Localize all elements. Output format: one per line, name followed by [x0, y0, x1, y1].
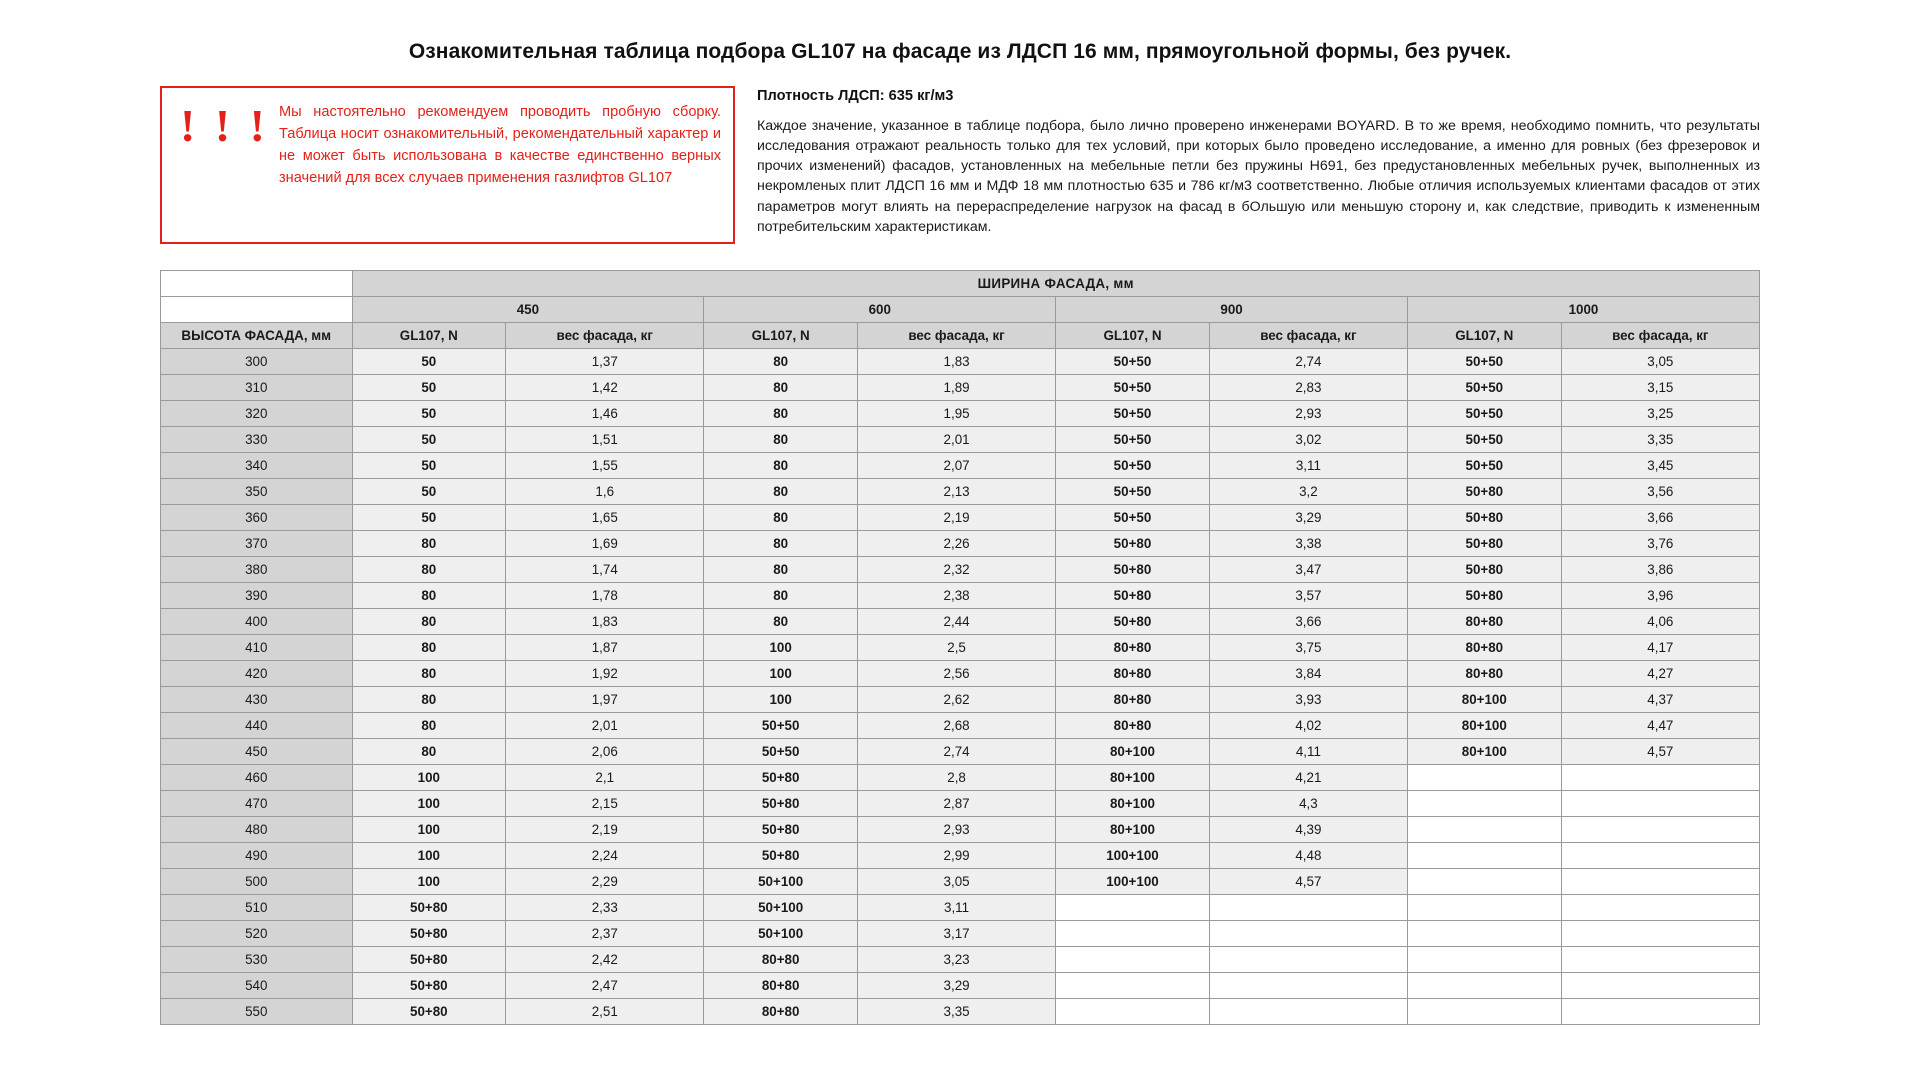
gaslift-force-cell: 100+100	[1056, 869, 1210, 895]
facade-weight-cell: 4,06	[1561, 609, 1759, 635]
corner-cell-2	[161, 297, 353, 323]
gaslift-force-cell: 50+50	[1056, 479, 1210, 505]
table-row	[161, 453, 1760, 479]
gaslift-force-cell: 100	[704, 661, 858, 687]
gaslift-force-cell: 80+80	[704, 947, 858, 973]
facade-weight-cell: 2,83	[1209, 375, 1407, 401]
facade-weight-cell: 2,19	[857, 505, 1055, 531]
gaslift-force-cell: 80+80	[704, 999, 858, 1025]
empty-cell	[1407, 791, 1561, 817]
row-height-label: 510	[161, 895, 353, 921]
gaslift-force-cell: 80	[704, 349, 858, 375]
gaslift-force-cell: 80+80	[704, 973, 858, 999]
gaslift-force-cell: 100	[352, 817, 506, 843]
facade-weight-cell: 2,8	[857, 765, 1055, 791]
table-row	[161, 635, 1760, 661]
table-row	[161, 895, 1760, 921]
table-head	[161, 271, 1760, 349]
gaslift-force-cell: 50+50	[1056, 453, 1210, 479]
table-row	[161, 765, 1760, 791]
gaslift-force-cell: 50+80	[1407, 583, 1561, 609]
gaslift-force-cell: 50+50	[704, 713, 858, 739]
gaslift-force-cell: 80+100	[1056, 765, 1210, 791]
note-text: Каждое значение, указанное в таблице подбора, было лично проверено инженерами BOYARD. В то же время, необходимо помнить, что результаты исследования отражают реальность только для тех условий, при которых было проведено исследование, а именно для ровных (без фрезеровок и прочих изменений) фасадов, установленных на мебельные петли без пружины H691, без предустановленных мебельных ручек, выполненных из некромленых плит ЛДСП 16 мм и МДФ 18 мм плотностью 635 и 786 кг/м3 соответственно. Любые отличия используемых клиентами фасадов от этих параметров могут влиять на перераспределение нагрузок на фасад в бОльшую или меньшую сторону и, как следствие, приводить к измененным потребительским характеристикам.	[757, 118, 1760, 235]
facade-weight-cell: 1,37	[506, 349, 704, 375]
gaslift-force-cell: 80+100	[1407, 739, 1561, 765]
facade-weight-cell: 2,06	[506, 739, 704, 765]
facade-weight-cell: 3,11	[857, 895, 1055, 921]
gaslift-force-cell: 50+80	[352, 895, 506, 921]
sub-header-force-450: GL107, N	[352, 323, 506, 349]
row-height-label: 500	[161, 869, 353, 895]
gaslift-force-cell: 80	[352, 661, 506, 687]
empty-cell	[1561, 869, 1759, 895]
facade-weight-cell: 4,37	[1561, 687, 1759, 713]
gaslift-force-cell: 50+80	[704, 817, 858, 843]
gaslift-force-cell: 50+80	[352, 999, 506, 1025]
gaslift-force-cell: 80+100	[1407, 687, 1561, 713]
row-height-label: 550	[161, 999, 353, 1025]
empty-cell	[1407, 973, 1561, 999]
facade-weight-cell: 1,97	[506, 687, 704, 713]
row-height-label: 380	[161, 557, 353, 583]
corner-cell	[161, 271, 353, 297]
row-height-label: 330	[161, 427, 353, 453]
gaslift-force-cell: 50+50	[1056, 505, 1210, 531]
gaslift-force-cell: 50+80	[1056, 583, 1210, 609]
empty-cell	[1407, 999, 1561, 1025]
gaslift-force-cell: 80+100	[1407, 713, 1561, 739]
row-height-label: 470	[161, 791, 353, 817]
gaslift-force-cell: 100	[352, 869, 506, 895]
facade-weight-cell: 4,39	[1209, 817, 1407, 843]
facade-weight-cell: 1,92	[506, 661, 704, 687]
info-column	[757, 86, 1760, 237]
table-row	[161, 817, 1760, 843]
facade-weight-cell: 2,62	[857, 687, 1055, 713]
gaslift-force-cell: 50+80	[1407, 479, 1561, 505]
facade-weight-cell: 1,65	[506, 505, 704, 531]
facade-weight-cell: 1,83	[506, 609, 704, 635]
facade-weight-cell: 1,83	[857, 349, 1055, 375]
table-row	[161, 739, 1760, 765]
facade-weight-cell: 3,25	[1561, 401, 1759, 427]
empty-cell	[1209, 973, 1407, 999]
gaslift-force-cell: 50	[352, 453, 506, 479]
facade-weight-cell: 3,05	[857, 869, 1055, 895]
gaslift-force-cell: 50+50	[1056, 401, 1210, 427]
facade-weight-cell: 1,69	[506, 531, 704, 557]
gaslift-force-cell: 100	[352, 765, 506, 791]
empty-cell	[1561, 791, 1759, 817]
gaslift-force-cell: 50+50	[1056, 375, 1210, 401]
facade-weight-cell: 2,99	[857, 843, 1055, 869]
facade-weight-cell: 2,26	[857, 531, 1055, 557]
facade-weight-cell: 1,51	[506, 427, 704, 453]
facade-weight-cell: 2,15	[506, 791, 704, 817]
facade-weight-cell: 3,29	[1209, 505, 1407, 531]
facade-weight-cell: 3,47	[1209, 557, 1407, 583]
facade-weight-cell: 3,66	[1561, 505, 1759, 531]
width-group-450: 450	[352, 297, 704, 323]
facade-weight-cell: 1,74	[506, 557, 704, 583]
facade-weight-cell: 1,42	[506, 375, 704, 401]
facade-weight-cell: 1,87	[506, 635, 704, 661]
facade-weight-cell: 1,89	[857, 375, 1055, 401]
facade-weight-cell: 3,45	[1561, 453, 1759, 479]
empty-cell	[1209, 895, 1407, 921]
empty-cell	[1056, 895, 1210, 921]
row-height-label: 540	[161, 973, 353, 999]
table-row	[161, 687, 1760, 713]
gaslift-force-cell: 80	[352, 713, 506, 739]
sub-header-weight-450: вес фасада, кг	[506, 323, 704, 349]
row-height-label: 340	[161, 453, 353, 479]
gaslift-force-cell: 80	[352, 557, 506, 583]
row-height-label: 400	[161, 609, 353, 635]
gaslift-force-cell: 80	[704, 453, 858, 479]
facade-weight-cell: 3,29	[857, 973, 1055, 999]
gaslift-force-cell: 80	[352, 635, 506, 661]
gaslift-force-cell: 50	[352, 427, 506, 453]
gaslift-force-cell: 80+80	[1056, 661, 1210, 687]
table-row	[161, 349, 1760, 375]
exclamation-icon: ! ! !	[180, 100, 269, 151]
table-row	[161, 505, 1760, 531]
table-row	[161, 791, 1760, 817]
sub-header-force-1000: GL107, N	[1407, 323, 1561, 349]
facade-weight-cell: 2,01	[506, 713, 704, 739]
table-row	[161, 557, 1760, 583]
gaslift-force-cell: 80+80	[1407, 635, 1561, 661]
gaslift-force-cell: 80	[704, 609, 858, 635]
facade-weight-cell: 3,38	[1209, 531, 1407, 557]
empty-cell	[1407, 921, 1561, 947]
gaslift-force-cell: 80+80	[1056, 687, 1210, 713]
gaslift-force-cell: 50	[352, 349, 506, 375]
facade-weight-cell: 2,42	[506, 947, 704, 973]
gaslift-force-cell: 50	[352, 479, 506, 505]
facade-weight-cell: 2,56	[857, 661, 1055, 687]
gaslift-force-cell: 50+80	[352, 973, 506, 999]
gaslift-force-cell: 80	[704, 531, 858, 557]
facade-weight-cell: 1,55	[506, 453, 704, 479]
facade-weight-cell: 4,21	[1209, 765, 1407, 791]
gaslift-force-cell: 50+100	[704, 895, 858, 921]
gaslift-force-cell: 80	[704, 557, 858, 583]
gaslift-force-cell: 50+50	[1407, 453, 1561, 479]
facade-weight-cell: 3,02	[1209, 427, 1407, 453]
empty-cell	[1561, 947, 1759, 973]
facade-weight-cell: 2,24	[506, 843, 704, 869]
facade-weight-cell: 4,11	[1209, 739, 1407, 765]
facade-weight-cell: 3,93	[1209, 687, 1407, 713]
table-row	[161, 375, 1760, 401]
row-height-label: 420	[161, 661, 353, 687]
facade-weight-cell: 1,95	[857, 401, 1055, 427]
gaslift-force-cell: 80	[704, 427, 858, 453]
empty-cell	[1407, 947, 1561, 973]
empty-cell	[1561, 765, 1759, 791]
gaslift-force-cell: 50+80	[1407, 531, 1561, 557]
gaslift-force-cell: 50+80	[704, 843, 858, 869]
facade-weight-cell: 4,57	[1561, 739, 1759, 765]
empty-cell	[1056, 921, 1210, 947]
top-section	[160, 86, 1760, 244]
gaslift-force-cell: 80	[704, 505, 858, 531]
facade-weight-cell: 3,05	[1561, 349, 1759, 375]
facade-weight-cell: 3,66	[1209, 609, 1407, 635]
facade-weight-cell: 3,57	[1209, 583, 1407, 609]
facade-weight-cell: 2,87	[857, 791, 1055, 817]
gaslift-force-cell: 80+100	[1056, 791, 1210, 817]
table-header-row-width	[161, 271, 1760, 297]
gaslift-force-cell: 80+100	[1056, 739, 1210, 765]
sub-header-weight-900: вес фасада, кг	[1209, 323, 1407, 349]
warning-box	[160, 86, 735, 244]
table-header-row-sub	[161, 323, 1760, 349]
facade-weight-cell: 3,15	[1561, 375, 1759, 401]
gaslift-force-cell: 50+50	[1056, 349, 1210, 375]
gaslift-force-cell: 50+80	[1407, 505, 1561, 531]
table-row	[161, 869, 1760, 895]
gaslift-force-cell: 100+100	[1056, 843, 1210, 869]
gaslift-force-cell: 80+80	[1407, 661, 1561, 687]
row-height-label: 480	[161, 817, 353, 843]
gaslift-force-cell: 50+80	[1056, 557, 1210, 583]
gaslift-force-cell: 100	[352, 791, 506, 817]
gaslift-force-cell: 50	[352, 505, 506, 531]
row-height-label: 530	[161, 947, 353, 973]
facade-weight-cell: 2,32	[857, 557, 1055, 583]
facade-weight-cell: 4,47	[1561, 713, 1759, 739]
row-height-label: 430	[161, 687, 353, 713]
facade-weight-cell: 2,93	[1209, 401, 1407, 427]
gaslift-force-cell: 50+80	[1407, 557, 1561, 583]
empty-cell	[1407, 869, 1561, 895]
gaslift-force-cell: 80	[352, 531, 506, 557]
table-row	[161, 999, 1760, 1025]
empty-cell	[1561, 817, 1759, 843]
facade-weight-cell: 2,01	[857, 427, 1055, 453]
gaslift-force-cell: 50	[352, 401, 506, 427]
facade-weight-cell: 2,68	[857, 713, 1055, 739]
row-height-label: 450	[161, 739, 353, 765]
empty-cell	[1561, 895, 1759, 921]
gaslift-force-cell: 100	[704, 635, 858, 661]
sub-header-weight-1000: вес фасада, кг	[1561, 323, 1759, 349]
gaslift-force-cell: 50+50	[1056, 427, 1210, 453]
facade-weight-cell: 2,44	[857, 609, 1055, 635]
row-height-label: 300	[161, 349, 353, 375]
row-height-label: 410	[161, 635, 353, 661]
gaslift-force-cell: 80	[704, 401, 858, 427]
empty-cell	[1209, 921, 1407, 947]
facade-weight-cell: 2,29	[506, 869, 704, 895]
row-height-label: 350	[161, 479, 353, 505]
table-body	[161, 349, 1760, 1025]
table-row	[161, 947, 1760, 973]
sub-header-force-600: GL107, N	[704, 323, 858, 349]
facade-weight-cell: 3,35	[857, 999, 1055, 1025]
gaslift-force-cell: 50+100	[704, 921, 858, 947]
height-header: ВЫСОТА ФАСАДА, мм	[161, 323, 353, 349]
facade-weight-cell: 3,96	[1561, 583, 1759, 609]
table-row	[161, 427, 1760, 453]
gaslift-force-cell: 80	[352, 687, 506, 713]
empty-cell	[1561, 973, 1759, 999]
density-label: Плотность ЛДСП: 635 кг/м3	[757, 88, 954, 104]
sub-header-weight-600: вес фасада, кг	[857, 323, 1055, 349]
facade-weight-cell: 3,2	[1209, 479, 1407, 505]
facade-weight-cell: 3,23	[857, 947, 1055, 973]
row-height-label: 320	[161, 401, 353, 427]
empty-cell	[1056, 973, 1210, 999]
facade-weight-cell: 2,13	[857, 479, 1055, 505]
facade-weight-cell: 4,3	[1209, 791, 1407, 817]
empty-cell	[1056, 947, 1210, 973]
facade-weight-cell: 2,38	[857, 583, 1055, 609]
gaslift-force-cell: 50+80	[352, 921, 506, 947]
table-row	[161, 609, 1760, 635]
facade-weight-cell: 3,76	[1561, 531, 1759, 557]
gaslift-force-cell: 50+100	[704, 869, 858, 895]
facade-weight-cell: 2,19	[506, 817, 704, 843]
gaslift-force-cell: 80	[704, 375, 858, 401]
empty-cell	[1561, 843, 1759, 869]
gaslift-force-cell: 80	[352, 739, 506, 765]
selection-table	[160, 270, 1760, 1025]
gaslift-force-cell: 80+100	[1056, 817, 1210, 843]
facade-weight-cell: 4,48	[1209, 843, 1407, 869]
gaslift-force-cell: 80+80	[1407, 609, 1561, 635]
width-header: ШИРИНА ФАСАДА, мм	[352, 271, 1760, 297]
facade-weight-cell: 3,11	[1209, 453, 1407, 479]
empty-cell	[1561, 999, 1759, 1025]
facade-weight-cell: 2,5	[857, 635, 1055, 661]
gaslift-force-cell: 50	[352, 375, 506, 401]
table-row	[161, 843, 1760, 869]
row-height-label: 310	[161, 375, 353, 401]
facade-weight-cell: 4,17	[1561, 635, 1759, 661]
facade-weight-cell: 2,37	[506, 921, 704, 947]
facade-weight-cell: 3,56	[1561, 479, 1759, 505]
gaslift-force-cell: 80	[352, 583, 506, 609]
facade-weight-cell: 1,78	[506, 583, 704, 609]
gaslift-force-cell: 80	[704, 583, 858, 609]
facade-weight-cell: 3,86	[1561, 557, 1759, 583]
gaslift-force-cell: 50+50	[704, 739, 858, 765]
gaslift-force-cell: 80	[352, 609, 506, 635]
gaslift-force-cell: 80+80	[1056, 713, 1210, 739]
gaslift-force-cell: 50+50	[1407, 375, 1561, 401]
table-row	[161, 921, 1760, 947]
gaslift-force-cell: 50+80	[352, 947, 506, 973]
gaslift-force-cell: 50+50	[1407, 401, 1561, 427]
facade-weight-cell: 3,35	[1561, 427, 1759, 453]
facade-weight-cell: 1,46	[506, 401, 704, 427]
facade-weight-cell: 2,33	[506, 895, 704, 921]
gaslift-force-cell: 80	[704, 479, 858, 505]
facade-weight-cell: 2,93	[857, 817, 1055, 843]
gaslift-force-cell: 50+80	[704, 765, 858, 791]
gaslift-force-cell: 50+80	[1056, 531, 1210, 557]
table-row	[161, 479, 1760, 505]
row-height-label: 490	[161, 843, 353, 869]
row-height-label: 370	[161, 531, 353, 557]
empty-cell	[1056, 999, 1210, 1025]
facade-weight-cell: 3,17	[857, 921, 1055, 947]
row-height-label: 460	[161, 765, 353, 791]
gaslift-force-cell: 50+80	[704, 791, 858, 817]
empty-cell	[1407, 765, 1561, 791]
facade-weight-cell: 4,57	[1209, 869, 1407, 895]
facade-weight-cell: 2,74	[857, 739, 1055, 765]
empty-cell	[1407, 895, 1561, 921]
empty-cell	[1209, 999, 1407, 1025]
empty-cell	[1407, 843, 1561, 869]
table-row	[161, 661, 1760, 687]
row-height-label: 520	[161, 921, 353, 947]
sub-header-force-900: GL107, N	[1056, 323, 1210, 349]
table-row	[161, 531, 1760, 557]
gaslift-force-cell: 50+80	[1056, 609, 1210, 635]
facade-weight-cell: 2,51	[506, 999, 704, 1025]
width-group-900: 900	[1056, 297, 1408, 323]
facade-weight-cell: 2,1	[506, 765, 704, 791]
gaslift-force-cell: 80+80	[1056, 635, 1210, 661]
facade-weight-cell: 1,6	[506, 479, 704, 505]
table-row	[161, 401, 1760, 427]
row-height-label: 440	[161, 713, 353, 739]
page-title: Ознакомительная таблица подбора GL107 на фасаде из ЛДСП 16 мм, прямоугольной формы, без ручек.	[408, 40, 1512, 63]
gaslift-force-cell: 100	[704, 687, 858, 713]
empty-cell	[1561, 921, 1759, 947]
width-group-600: 600	[704, 297, 1056, 323]
empty-cell	[1407, 817, 1561, 843]
empty-cell	[1209, 947, 1407, 973]
facade-weight-cell: 4,27	[1561, 661, 1759, 687]
gaslift-force-cell: 50+50	[1407, 349, 1561, 375]
width-group-1000: 1000	[1407, 297, 1759, 323]
row-height-label: 390	[161, 583, 353, 609]
table-row	[161, 713, 1760, 739]
facade-weight-cell: 4,02	[1209, 713, 1407, 739]
table-header-row-widths	[161, 297, 1760, 323]
gaslift-force-cell: 100	[352, 843, 506, 869]
row-height-label: 360	[161, 505, 353, 531]
facade-weight-cell: 2,07	[857, 453, 1055, 479]
facade-weight-cell: 2,47	[506, 973, 704, 999]
facade-weight-cell: 2,74	[1209, 349, 1407, 375]
table-row	[161, 583, 1760, 609]
gaslift-force-cell: 50+50	[1407, 427, 1561, 453]
table-row	[161, 973, 1760, 999]
warning-text: Мы настоятельно рекомендуем проводить пробную сборку. Таблица носит ознакомительный, рекомендательный характер и не может быть использована в качестве единственно верных значений для всех случаев применения газлифтов GL107	[278, 104, 721, 186]
facade-weight-cell: 3,75	[1209, 635, 1407, 661]
facade-weight-cell: 3,84	[1209, 661, 1407, 687]
